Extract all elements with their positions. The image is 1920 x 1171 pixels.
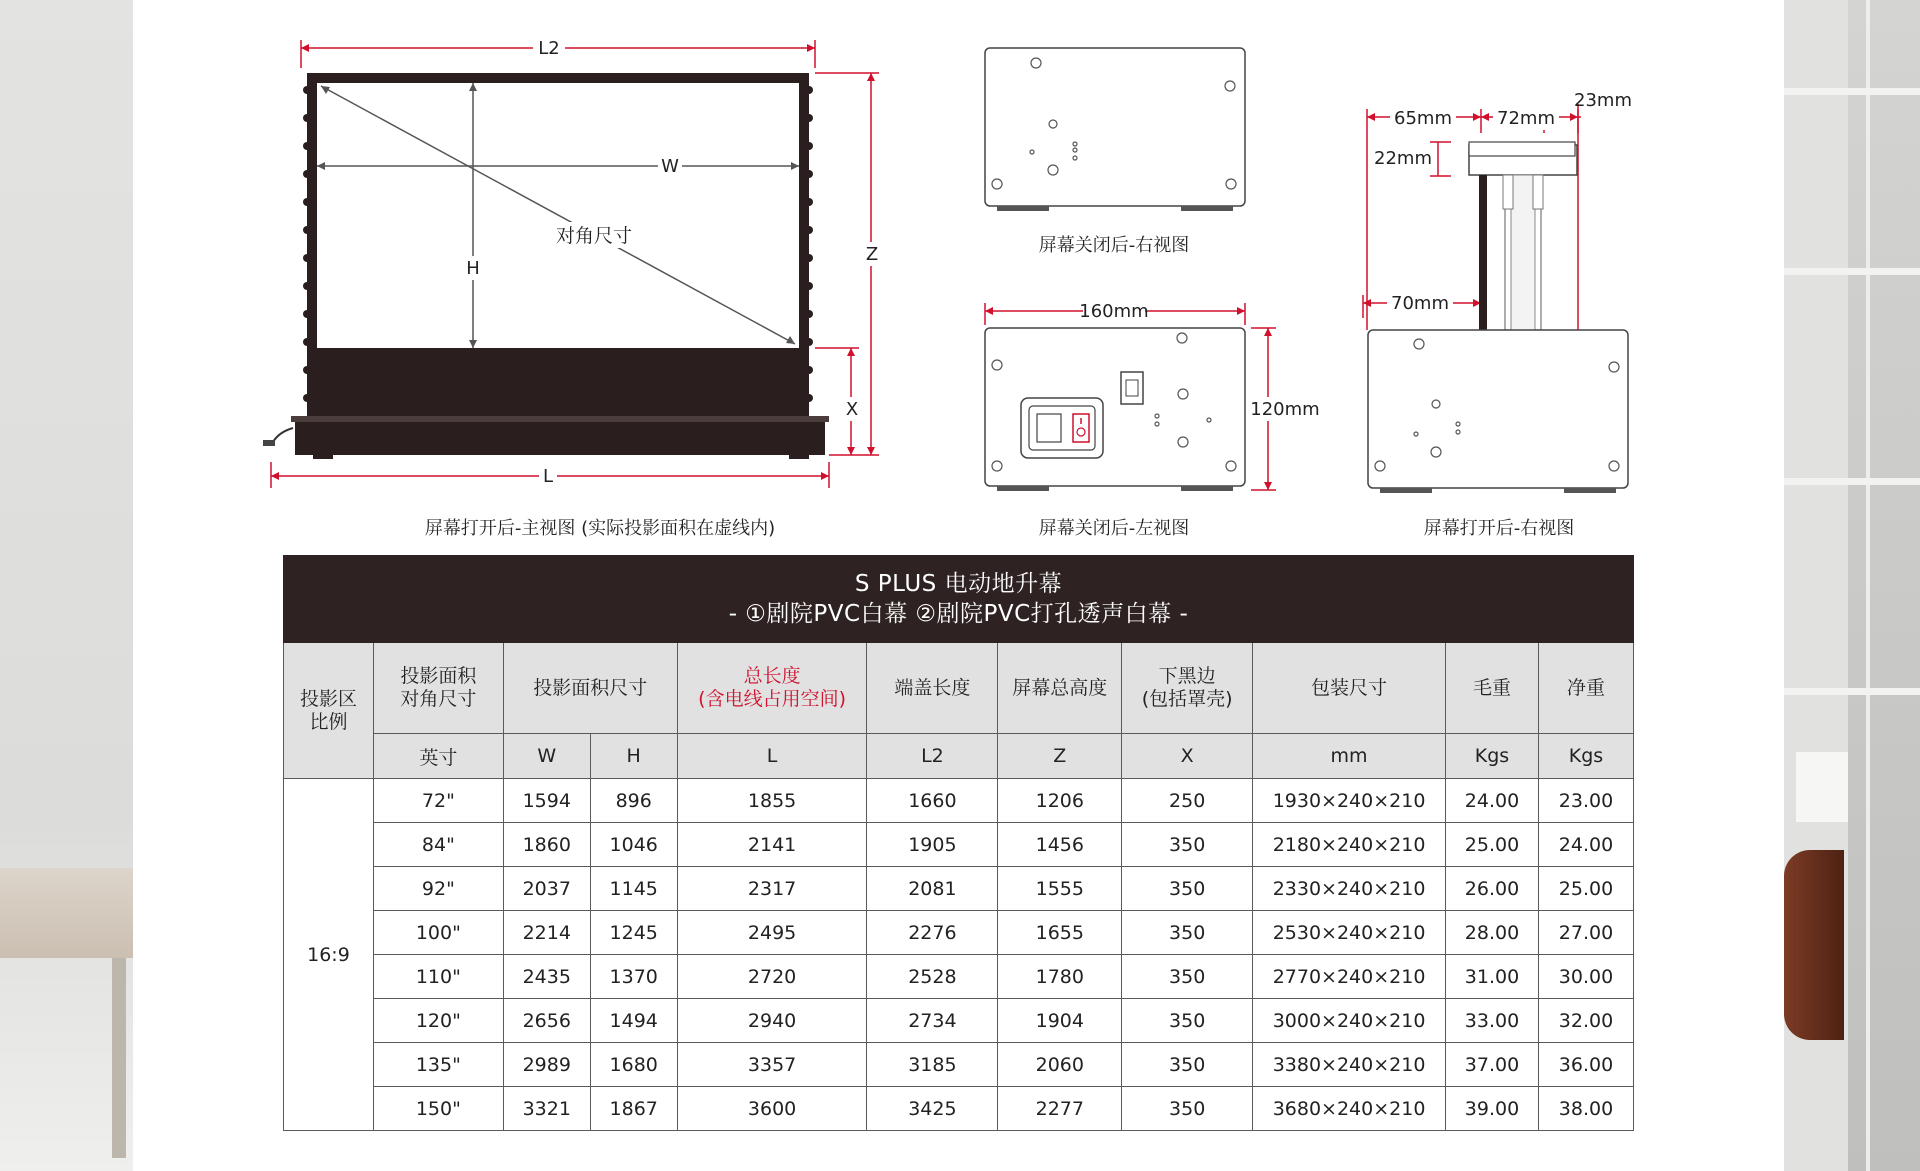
background-counter-leg bbox=[112, 958, 126, 1158]
header-net-weight: 净重 bbox=[1538, 643, 1633, 734]
table-cell: 2940 bbox=[677, 999, 867, 1043]
table-cell: 250 bbox=[1122, 779, 1253, 823]
background-right-shelves bbox=[1784, 0, 1920, 1171]
table-cell: 350 bbox=[1122, 1043, 1253, 1087]
table-cell: 26.00 bbox=[1446, 867, 1539, 911]
table-cell: 3185 bbox=[867, 1043, 998, 1087]
unit-cell: 英寸 bbox=[373, 734, 503, 779]
table-cell: 2277 bbox=[998, 1087, 1122, 1131]
table-cell: 2770×240×210 bbox=[1253, 955, 1446, 999]
table-cell: 2317 bbox=[677, 867, 867, 911]
table-cell: 110" bbox=[373, 955, 503, 999]
table-title: S PLUS 电动地升幕 bbox=[854, 571, 1063, 597]
unit-cell: L bbox=[677, 734, 867, 779]
unit-cell: Z bbox=[998, 734, 1122, 779]
caption-right-closed: 屏幕关闭后-右视图 bbox=[1038, 235, 1190, 256]
dim-label-x: X bbox=[845, 399, 859, 420]
table-cell: 2528 bbox=[867, 955, 998, 999]
dim-label-diagonal: 对角尺寸 bbox=[555, 225, 633, 247]
background-left-interior bbox=[0, 0, 133, 1171]
table-cell: 2141 bbox=[677, 823, 867, 867]
table-title-cell bbox=[284, 556, 1634, 643]
right-open-diagram bbox=[133, 0, 1784, 560]
table-cell: 1145 bbox=[590, 867, 677, 911]
background-shelf bbox=[1784, 88, 1920, 95]
header-diagonal: 投影面积 对角尺寸 bbox=[373, 643, 503, 734]
dim-label-72mm: 72mm bbox=[1497, 108, 1555, 129]
table-cell: 350 bbox=[1122, 1087, 1253, 1131]
background-shelf bbox=[1784, 688, 1920, 695]
table-cell: 3425 bbox=[867, 1087, 998, 1131]
header-package: 包装尺寸 bbox=[1253, 643, 1446, 734]
table-cell: 2495 bbox=[677, 911, 867, 955]
table-cell: 120" bbox=[373, 999, 503, 1043]
table-cell: 350 bbox=[1122, 999, 1253, 1043]
caption-right-open: 屏幕打开后-右视图 bbox=[1423, 518, 1575, 539]
table-row bbox=[284, 999, 1634, 1043]
background-shelf bbox=[1784, 268, 1920, 275]
table-row bbox=[284, 911, 1634, 955]
table-cell: 1855 bbox=[677, 779, 867, 823]
background-counter bbox=[0, 868, 133, 958]
dim-label-65mm: 65mm bbox=[1394, 108, 1452, 129]
header-total-length: 总长度 (含电线占用空间) bbox=[677, 643, 867, 734]
unit-cell: X bbox=[1122, 734, 1253, 779]
header-cap-length: 端盖长度 bbox=[867, 643, 998, 734]
table-row bbox=[284, 867, 1634, 911]
table-cell: 23.00 bbox=[1538, 779, 1633, 823]
unit-cell: H bbox=[590, 734, 677, 779]
spec-table bbox=[283, 555, 1634, 1131]
table-cell: 3680×240×210 bbox=[1253, 1087, 1446, 1131]
table-cell: 3321 bbox=[503, 1087, 590, 1131]
table-cell: 32.00 bbox=[1538, 999, 1633, 1043]
header-black-border: 下黑边 (包括罩壳) bbox=[1122, 643, 1253, 734]
table-cell: 28.00 bbox=[1446, 911, 1539, 955]
background-chair bbox=[1784, 850, 1844, 1040]
table-cell: 1594 bbox=[503, 779, 590, 823]
table-cell: 100" bbox=[373, 911, 503, 955]
table-subtitle: - ①剧院PVC白幕 ②剧院PVC打孔透声白幕 - bbox=[728, 601, 1189, 627]
table-cell: 350 bbox=[1122, 955, 1253, 999]
table-cell: 1930×240×210 bbox=[1253, 779, 1446, 823]
table-cell: 1680 bbox=[590, 1043, 677, 1087]
background-book bbox=[1796, 782, 1848, 822]
table-row bbox=[284, 779, 1634, 823]
background-shelf-post bbox=[1866, 0, 1870, 1171]
unit-cell: W bbox=[503, 734, 590, 779]
unit-cell: mm bbox=[1253, 734, 1446, 779]
dim-label-160mm: 160mm bbox=[1079, 301, 1149, 322]
dim-label-23mm: 23mm bbox=[1574, 90, 1632, 111]
table-cell: 72" bbox=[373, 779, 503, 823]
table-cell: 1370 bbox=[590, 955, 677, 999]
table-cell: 30.00 bbox=[1538, 955, 1633, 999]
table-cell: 2081 bbox=[867, 867, 998, 911]
table-cell: 33.00 bbox=[1446, 999, 1539, 1043]
table-row bbox=[284, 1087, 1634, 1131]
unit-cell: L2 bbox=[867, 734, 998, 779]
table-cell: 350 bbox=[1122, 867, 1253, 911]
dim-label-z: Z bbox=[865, 244, 879, 265]
table-cell: 27.00 bbox=[1538, 911, 1633, 955]
table-cell: 1905 bbox=[867, 823, 998, 867]
table-cell: 31.00 bbox=[1446, 955, 1539, 999]
table-cell: 38.00 bbox=[1538, 1087, 1633, 1131]
table-body bbox=[284, 779, 1634, 1131]
dim-label-l2: L2 bbox=[538, 38, 560, 59]
unit-cell: Kgs bbox=[1446, 734, 1539, 779]
dim-label-22mm: 22mm bbox=[1374, 148, 1432, 169]
unit-row bbox=[284, 734, 1634, 779]
table-cell: 3357 bbox=[677, 1043, 867, 1087]
table-cell: 3380×240×210 bbox=[1253, 1043, 1446, 1087]
table-cell: 350 bbox=[1122, 823, 1253, 867]
table-cell: 2989 bbox=[503, 1043, 590, 1087]
background-shelf bbox=[1784, 478, 1920, 485]
table-cell: 1660 bbox=[867, 779, 998, 823]
table-cell: 896 bbox=[590, 779, 677, 823]
table-row bbox=[284, 1043, 1634, 1087]
table-cell: 350 bbox=[1122, 911, 1253, 955]
table-cell: 150" bbox=[373, 1087, 503, 1131]
ratio-cell: 16:9 bbox=[284, 779, 374, 1131]
table-cell: 2276 bbox=[867, 911, 998, 955]
table-cell: 84" bbox=[373, 823, 503, 867]
table-cell: 37.00 bbox=[1446, 1043, 1539, 1087]
table-cell: 1860 bbox=[503, 823, 590, 867]
table-cell: 25.00 bbox=[1538, 867, 1633, 911]
header-ratio: 投影区 比例 bbox=[284, 643, 374, 779]
table-cell: 2656 bbox=[503, 999, 590, 1043]
table-cell: 1904 bbox=[998, 999, 1122, 1043]
table-cell: 1046 bbox=[590, 823, 677, 867]
table-cell: 1655 bbox=[998, 911, 1122, 955]
table-row bbox=[284, 955, 1634, 999]
table-cell: 1206 bbox=[998, 779, 1122, 823]
table-cell: 1555 bbox=[998, 867, 1122, 911]
table-cell: 25.00 bbox=[1446, 823, 1539, 867]
table-cell: 2330×240×210 bbox=[1253, 867, 1446, 911]
table-cell: 2060 bbox=[998, 1043, 1122, 1087]
table-cell: 1780 bbox=[998, 955, 1122, 999]
table-cell: 2734 bbox=[867, 999, 998, 1043]
table-cell: 24.00 bbox=[1446, 779, 1539, 823]
dim-label-w: W bbox=[661, 156, 679, 177]
table-cell: 2720 bbox=[677, 955, 867, 999]
table-cell: 3000×240×210 bbox=[1253, 999, 1446, 1043]
table-cell: 2037 bbox=[503, 867, 590, 911]
table-cell: 135" bbox=[373, 1043, 503, 1087]
table-cell: 3600 bbox=[677, 1087, 867, 1131]
table-cell: 2435 bbox=[503, 955, 590, 999]
table-cell: 36.00 bbox=[1538, 1043, 1633, 1087]
table-cell: 2180×240×210 bbox=[1253, 823, 1446, 867]
dim-label-120mm: 120mm bbox=[1250, 399, 1320, 420]
caption-left-closed: 屏幕关闭后-左视图 bbox=[1038, 518, 1190, 539]
dim-label-l: L bbox=[542, 466, 554, 487]
header-gross-weight: 毛重 bbox=[1446, 643, 1539, 734]
table-cell: 24.00 bbox=[1538, 823, 1633, 867]
table-cell: 39.00 bbox=[1446, 1087, 1539, 1131]
table-cell: 1494 bbox=[590, 999, 677, 1043]
table-cell: 2214 bbox=[503, 911, 590, 955]
header-height: 屏幕总高度 bbox=[998, 643, 1122, 734]
dim-label-70mm: 70mm bbox=[1391, 293, 1449, 314]
table-cell: 1245 bbox=[590, 911, 677, 955]
dim-label-h: H bbox=[466, 258, 480, 279]
header-area: 投影面积尺寸 bbox=[503, 643, 677, 734]
table-cell: 1456 bbox=[998, 823, 1122, 867]
table-row bbox=[284, 823, 1634, 867]
header-row bbox=[284, 643, 1634, 734]
table-cell: 2530×240×210 bbox=[1253, 911, 1446, 955]
caption-front-open: 屏幕打开后-主视图 (实际投影面积在虚线内) bbox=[424, 518, 776, 539]
table-cell: 1867 bbox=[590, 1087, 677, 1131]
table-cell: 92" bbox=[373, 867, 503, 911]
unit-cell: Kgs bbox=[1538, 734, 1633, 779]
